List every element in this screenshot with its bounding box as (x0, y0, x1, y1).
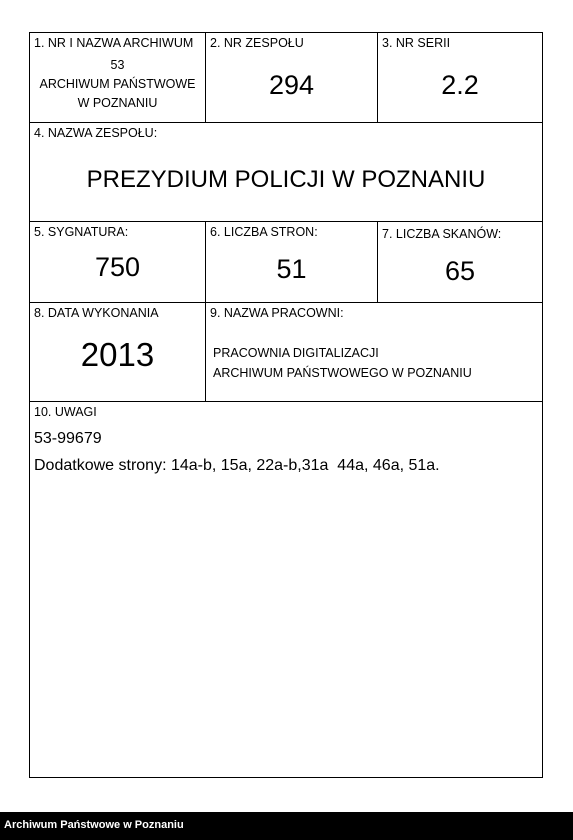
scans-label: 7. LICZBA SKANÓW: (382, 227, 502, 241)
form-row-5 (30, 402, 542, 777)
scans-cell (378, 222, 542, 302)
fond-number-label: 2. NR ZESPOŁU (210, 36, 304, 50)
form-row-4 (30, 303, 542, 402)
series-number: 2.2 (441, 70, 479, 100)
notes-label: 10. UWAGI (34, 405, 97, 419)
fond-name: PREZYDIUM POLICJI W POZNANIU (86, 166, 486, 193)
signature-label: 5. SYGNATURA: (34, 225, 129, 239)
workshop-line1: PRACOWNIA DIGITALIZACJI (213, 346, 379, 360)
fond-name-label: 4. NAZWA ZESPOŁU: (34, 126, 158, 140)
note-id: 53-99679 (34, 430, 102, 447)
metadata-form (29, 32, 543, 778)
date-value: 2013 (80, 336, 155, 373)
archive-number: 53 (110, 58, 125, 72)
pages-value: 51 (276, 254, 307, 284)
form-row-2 (30, 123, 542, 222)
pages-label: 6. LICZBA STRON: (210, 225, 318, 239)
form-row-3 (30, 222, 542, 303)
workshop-cell (206, 303, 542, 401)
signature-cell (30, 222, 206, 302)
series-cell (378, 33, 542, 122)
form-row-1 (30, 33, 542, 123)
date-cell (30, 303, 206, 401)
series-label: 3. NR SERII (382, 36, 451, 50)
workshop-line2: ARCHIWUM PAŃSTWOWEGO W POZNANIU (213, 366, 472, 380)
scans-value: 65 (444, 256, 476, 286)
workshop-label: 9. NAZWA PRACOWNI: (210, 306, 344, 320)
archive-cell (30, 33, 206, 122)
archive-label: 1. NR I NAZWA ARCHIWUM (34, 36, 194, 50)
fond-number: 294 (268, 70, 315, 100)
footer-bar (0, 812, 573, 840)
note-extra-pages: Dodatkowe strony: 14a-b, 15a, 22a-b,31a 44a, 46a, 51a. (34, 457, 440, 474)
signature-value: 750 (94, 252, 141, 282)
archive-name-line1: ARCHIWUM PAŃSTWOWE (39, 77, 196, 91)
fond-number-cell (206, 33, 378, 122)
date-label: 8. DATA WYKONANIA (34, 306, 159, 320)
archive-name-line2: W POZNANIU (77, 96, 158, 110)
pages-cell (206, 222, 378, 302)
footer-text: Archiwum Państwowe w Poznaniu (4, 819, 184, 831)
